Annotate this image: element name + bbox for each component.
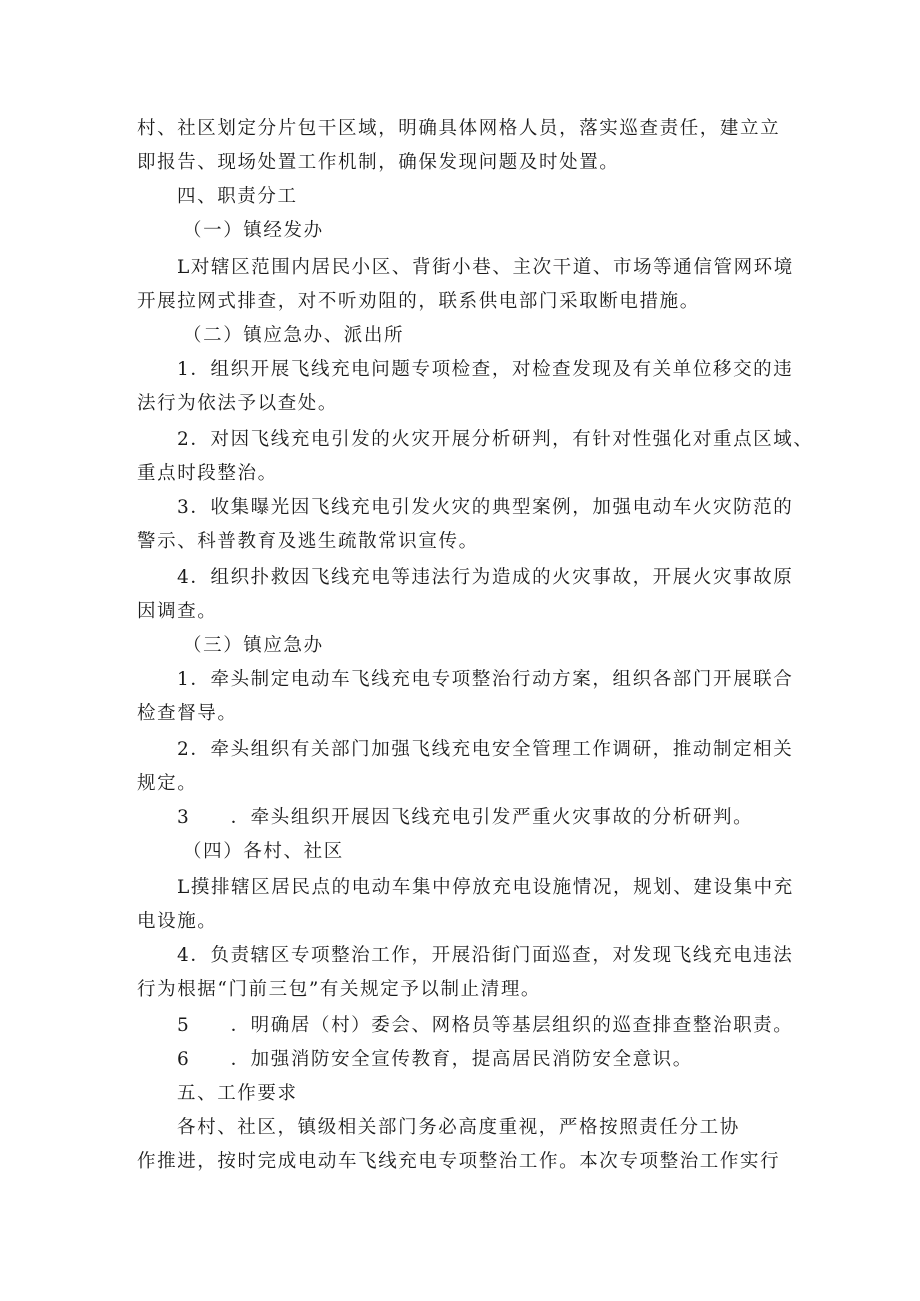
section-heading: 四、职责分工 (177, 186, 298, 207)
list-item-line: 法行为依法予以查处。 (137, 393, 339, 414)
list-item-line: 5 ．明确居（村）委会、网格员等基层组织的巡查排查整治职责。 (177, 1015, 794, 1036)
list-item-line: 4．负责辖区专项整治工作，开展沿街门面巡查，对发现飞线充电违法 (177, 945, 794, 966)
list-item-line: 4．组织扑救因飞线充电等违法行为造成的火灾事故，开展火灾事故原 (177, 567, 794, 588)
list-item-line: 因调查。 (137, 601, 218, 622)
list-item-line: 警示、科普教育及逃生疏散常识宣传。 (137, 531, 479, 552)
subsection-heading: （一）镇经发办 (183, 220, 324, 241)
list-item-line: 1．组织开展飞线充电问题专项检查，对检查发现及有关单位移交的违 (177, 359, 794, 380)
list-item-line: 1．牵头制定电动车飞线充电专项整治行动方案，组织各部门开展联合 (177, 669, 794, 690)
body-text-line: 开展拉网式排查，对不听劝阻的，联系供电部门采取断电措施。 (137, 291, 700, 312)
subsection-heading: （三）镇应急办 (183, 635, 324, 656)
list-item-line: 规定。 (137, 773, 198, 794)
list-item-line: 3 ．牵头组织开展因飞线充电引发严重火灾事故的分析研判。 (177, 807, 754, 828)
body-text-line: 作推进，按时完成电动车飞线充电专项整治工作。本次专项整治工作实行 (137, 1151, 781, 1172)
list-item-line: 检查督导。 (137, 703, 238, 724)
subsection-heading: （四）各村、社区 (183, 841, 344, 862)
list-item-line: 3．收集曝光因飞线充电引发火灾的典型案例，加强电动车火灾防范的 (177, 497, 794, 518)
section-heading: 五、工作要求 (177, 1083, 298, 1104)
body-text-line: 村、社区划定分片包干区域，明确具体网格人员，落实巡查责任，建立立 (137, 118, 781, 139)
list-item-line: 2．牵头组织有关部门加强飞线充电安全管理工作调研，推动制定相关 (177, 739, 794, 760)
list-item-line: 2．对因飞线充电引发的火灾开展分析研判，有针对性强化对重点区域、 (177, 429, 814, 450)
subsection-heading: （二）镇应急办、派出所 (183, 325, 405, 346)
list-item-line: 电设施。 (137, 911, 218, 932)
body-text-line: L对辖区范围内居民小区、背街小巷、主次干道、市场等通信管网环境 (177, 257, 794, 278)
list-item-line: L摸排辖区居民点的电动车集中停放充电设施情况，规划、建设集中充 (177, 877, 794, 898)
list-item-line: 行为根据“门前三包”有关规定予以制止清理。 (137, 979, 542, 1000)
body-text-line: 即报告、现场处置工作机制，确保发现问题及时处置。 (137, 152, 620, 173)
list-item-line: 重点时段整治。 (137, 463, 278, 484)
list-item-line: 6 ．加强消防安全宣传教育，提高居民消防安全意识。 (177, 1049, 693, 1070)
body-text-line: 各村、社区，镇级相关部门务必高度重视，严格按照责任分工协 (177, 1117, 740, 1138)
